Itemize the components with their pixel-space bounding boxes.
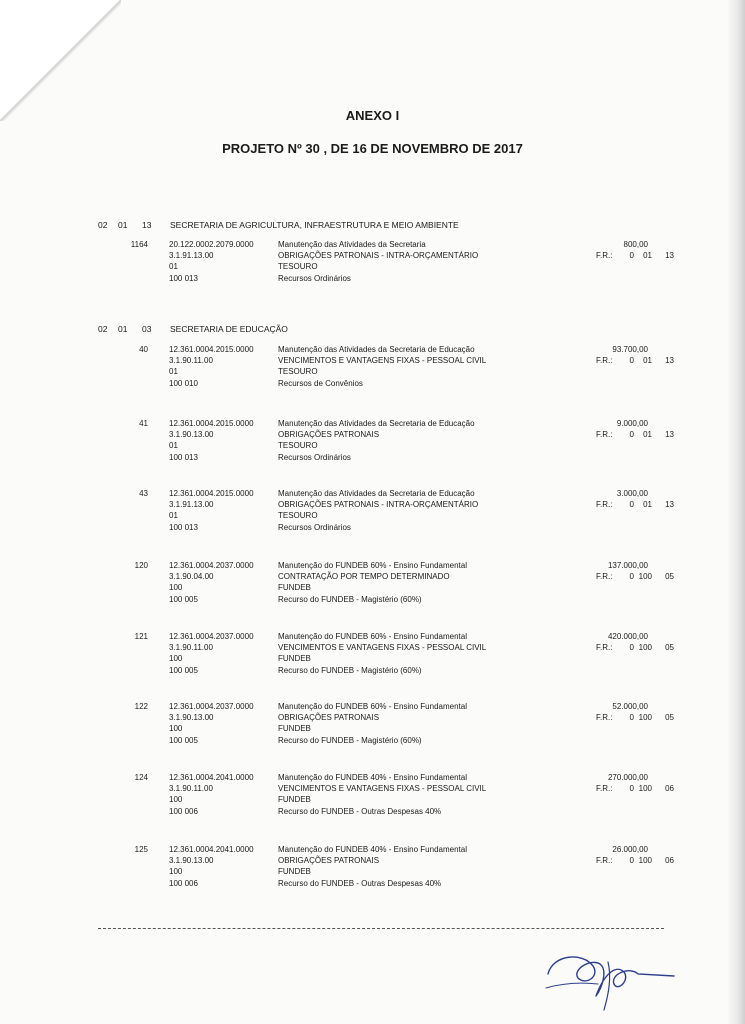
folded-corner [0,0,120,120]
entry-number: 124 [134,773,148,782]
expense-code: 3.1.90.04.00 [169,572,214,582]
entry-codes [169,631,274,676]
section-code-2: 01 [118,324,128,334]
section-code-2: 01 [118,220,128,230]
resource-code: 100 006 [169,878,198,888]
entry-codes [169,239,274,284]
entry-value: 420.000,00 [607,632,648,641]
source-name: TESOURO [278,511,318,521]
fr-code [596,855,678,866]
entry-number: 43 [139,489,148,498]
fr-part-2: 100 [638,572,652,581]
resource-name: Recurso do FUNDEB - Magistério (60%) [278,735,422,745]
expense-code: 3.1.90.11.00 [169,784,213,794]
functional-code: 12.361.0004.2015.0000 [169,489,254,498]
functional-code: 20.122.0002.2079.0000 [169,240,254,249]
resource-code: 100 005 [169,665,198,675]
fr-part-1: 0 [629,251,634,260]
resource-name: Recursos de Convênios [278,378,363,388]
entry-description [278,701,568,746]
entry-value: 93.700,00 [612,345,648,354]
entry-value: 800,00 [623,240,648,249]
fr-part-1: 0 [629,572,634,581]
expense-name: OBRIGAÇÕES PATRONAIS - INTRA-ORÇAMENTÁRIO [278,251,479,261]
expense-name: VENCIMENTOS E VANTAGENS FIXAS - PESSOAL CIVIL [278,643,487,653]
entry-codes [169,344,274,389]
resource-name: Recursos Ordinários [278,273,351,283]
entry-description [278,844,568,889]
functional-code: 12.361.0004.2015.0000 [169,345,254,354]
action-name: Manutenção do FUNDEB 60% - Ensino Fundamental [278,632,467,641]
fr-part-2: 01 [643,356,652,365]
fr-part-2: 100 [638,856,652,865]
fr-part-2: 01 [643,251,652,260]
entry-codes [169,560,274,605]
entry-number: 125 [134,845,148,854]
entry-value: 137.000,00 [607,561,648,570]
source-code: 100 [169,583,183,593]
fr-part-2: 01 [643,500,652,509]
resource-name: Recurso do FUNDEB - Outras Despesas 40% [278,806,442,816]
functional-code: 12.361.0004.2037.0000 [169,702,254,711]
source-code: 01 [169,511,178,521]
entry-value: 3.000,00 [616,489,648,498]
expense-code: 3.1.90.11.00 [169,356,213,366]
entry-description [278,418,568,463]
source-name: FUNDEB [278,583,311,593]
source-code: 01 [169,441,178,451]
section-header-agriculture [98,220,459,230]
fr-code [596,250,678,261]
resource-name: Recurso do FUNDEB - Outras Despesas 40% [278,878,442,888]
source-code: 100 [169,724,183,734]
action-name: Manutenção do FUNDEB 40% - Ensino Fundamental [278,845,467,854]
fr-part-1: 0 [629,713,634,722]
entry-description [278,560,568,605]
resource-name: Recursos Ordinários [278,452,351,462]
action-name: Manutenção das Atividades da Secretaria [278,240,426,249]
source-code: 01 [169,367,178,377]
fr-label: F.R.: [596,500,613,509]
entry-description [278,344,568,389]
entry-value: 270.000,00 [607,773,648,782]
source-name: TESOURO [278,367,318,377]
expense-name: VENCIMENTOS E VANTAGENS FIXAS - PESSOAL CIVIL [278,356,487,366]
expense-code: 3.1.90.11.00 [169,643,213,653]
fr-part-3: 05 [665,572,674,581]
fr-code [596,783,678,794]
fr-part-2: 100 [638,784,652,793]
project-title: PROJETO Nº 30 , DE 16 DE NOVEMBRO DE 2017 [222,141,523,156]
fr-label: F.R.: [596,856,613,865]
section-title: SECRETARIA DE AGRICULTURA, INFRAESTRUTURA E MEIO AMBIENTE [170,220,459,230]
resource-name: Recurso do FUNDEB - Magistério (60%) [278,665,422,675]
fr-part-1: 0 [629,856,634,865]
entry-description [278,488,568,533]
expense-code: 3.1.91.13.00 [169,500,214,510]
section-header-education [98,324,288,334]
fr-part-3: 13 [665,430,674,439]
entry-description [278,239,568,284]
action-name: Manutenção das Atividades da Secretaria de Educação [278,345,475,354]
source-code: 100 [169,654,183,664]
expense-name: OBRIGAÇÕES PATRONAIS [278,713,380,723]
resource-code: 100 006 [169,806,198,816]
source-name: FUNDEB [278,724,311,734]
expense-code: 3.1.90.13.00 [169,856,214,866]
section-code-3: 13 [142,220,152,230]
entry-description [278,772,568,817]
resource-code: 100 013 [169,452,198,462]
fr-part-1: 0 [629,430,634,439]
expense-name: OBRIGAÇÕES PATRONAIS [278,856,380,866]
expense-name: OBRIGAÇÕES PATRONAIS [278,430,380,440]
fr-code [596,429,678,440]
expense-code: 3.1.90.13.00 [169,430,214,440]
entry-number: 1164 [130,240,148,249]
expense-code: 3.1.91.13.00 [169,251,214,261]
entry-number: 41 [139,419,148,428]
source-name: TESOURO [278,441,318,451]
entry-value: 26.000,00 [612,845,648,854]
functional-code: 12.361.0004.2037.0000 [169,632,254,641]
section-code-1: 02 [98,220,108,230]
entry-number: 120 [134,561,148,570]
entry-number: 122 [134,702,148,711]
source-code: 100 [169,867,183,877]
resource-code: 100 005 [169,735,198,745]
source-name: FUNDEB [278,867,311,877]
fr-part-3: 06 [665,856,674,865]
resource-code: 100 013 [169,273,198,283]
entry-value: 9.000,00 [616,419,648,428]
action-name: Manutenção do FUNDEB 60% - Ensino Fundamental [278,702,467,711]
expense-code: 3.1.90.13.00 [169,713,214,723]
functional-code: 12.361.0004.2037.0000 [169,561,254,570]
fr-code [596,499,678,510]
entry-value: 52.000,00 [612,702,648,711]
section-title: SECRETARIA DE EDUCAÇÃO [170,324,288,334]
fr-label: F.R.: [596,251,613,260]
source-name: TESOURO [278,262,318,272]
fr-part-3: 05 [665,643,674,652]
dashed-divider [98,928,664,929]
fr-label: F.R.: [596,356,613,365]
entry-number: 40 [139,345,148,354]
functional-code: 12.361.0004.2015.0000 [169,419,254,428]
source-name: FUNDEB [278,654,311,664]
resource-code: 100 013 [169,522,198,532]
fr-part-3: 05 [665,713,674,722]
annex-title: ANEXO I [345,108,400,123]
fr-label: F.R.: [596,643,613,652]
resource-code: 100 005 [169,594,198,604]
entry-codes [169,488,274,533]
fr-part-3: 06 [665,784,674,793]
functional-code: 12.361.0004.2041.0000 [169,773,254,782]
functional-code: 12.361.0004.2041.0000 [169,845,254,854]
fr-code [596,712,678,723]
source-code: 100 [169,795,183,805]
expense-name: CONTRATAÇÃO POR TEMPO DETERMINADO [278,572,450,582]
fr-part-1: 0 [629,643,634,652]
action-name: Manutenção das Atividades da Secretaria de Educação [278,489,475,498]
entry-codes [169,772,274,817]
section-code-1: 02 [98,324,108,334]
entry-number: 121 [134,632,148,641]
fr-part-2: 100 [638,713,652,722]
expense-name: VENCIMENTOS E VANTAGENS FIXAS - PESSOAL CIVIL [278,784,487,794]
entry-codes [169,701,274,746]
fr-part-1: 0 [629,500,634,509]
resource-name: Recurso do FUNDEB - Magistério (60%) [278,594,422,604]
entry-codes [169,418,274,463]
fr-part-2: 100 [638,643,652,652]
resource-code: 100 010 [169,378,198,388]
action-name: Manutenção das Atividades da Secretaria de Educação [278,419,475,428]
fr-part-1: 0 [629,356,634,365]
fr-part-3: 13 [665,251,674,260]
expense-name: OBRIGAÇÕES PATRONAIS - INTRA-ORÇAMENTÁRIO [278,500,479,510]
fr-label: F.R.: [596,784,613,793]
resource-name: Recursos Ordinários [278,522,351,532]
source-name: FUNDEB [278,795,311,805]
entry-codes [169,844,274,889]
fr-code [596,571,678,582]
fr-label: F.R.: [596,572,613,581]
handwritten-signature [538,944,678,1014]
section-code-3: 03 [142,324,152,334]
fr-part-1: 0 [629,784,634,793]
action-name: Manutenção do FUNDEB 60% - Ensino Fundamental [278,561,467,570]
fr-part-3: 13 [665,500,674,509]
action-name: Manutenção do FUNDEB 40% - Ensino Fundamental [278,773,467,782]
fr-code [596,355,678,366]
fr-part-3: 13 [665,356,674,365]
source-code: 01 [169,262,178,272]
entry-description [278,631,568,676]
fr-label: F.R.: [596,430,613,439]
fr-code [596,642,678,653]
fr-label: F.R.: [596,713,613,722]
fr-part-2: 01 [643,430,652,439]
